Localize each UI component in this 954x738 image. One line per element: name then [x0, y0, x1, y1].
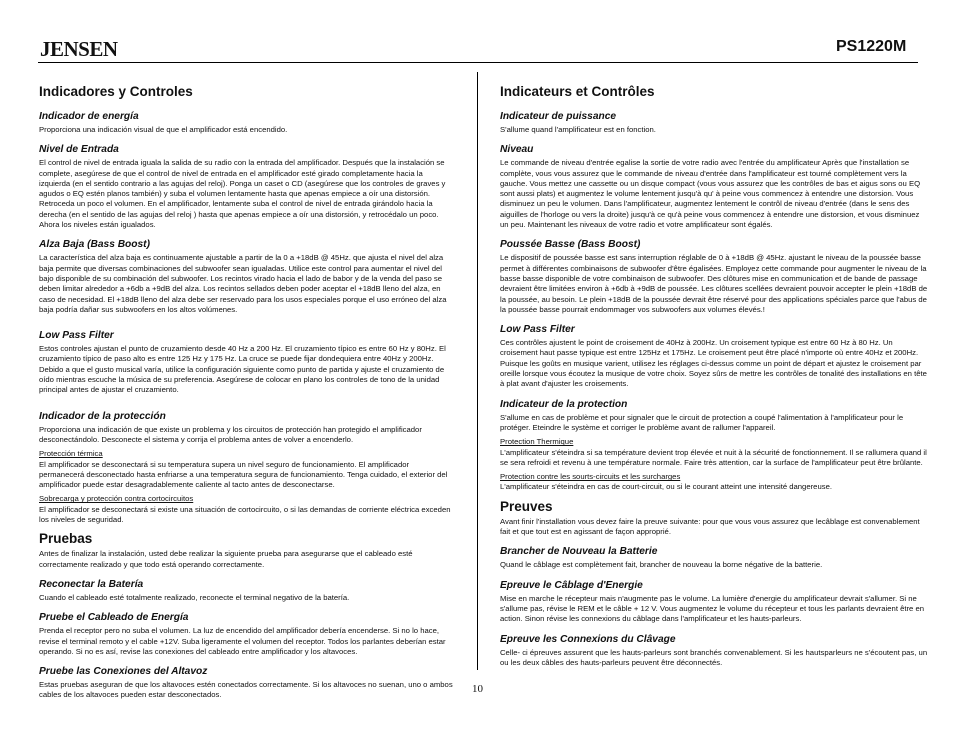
column-divider [477, 72, 478, 670]
paragraph: S'allume quand l'amplificateur est en fonction. [500, 125, 656, 134]
paragraph: Ces contrôles ajustent le point de croisement de 40Hz à 200Hz. Un croisement typique est entre 60 Hz à 80 Hz. Un croisement haut passe typique est entre 125Hz et 175Hz. Le croisement peut être placé n'importe où entre 40Hz et 200Hz. Puisque les goûts en musique varient, utilisez les réglages ci-dessus comme un point de départ et ajustez le croisement par oreille lorsque vous écoutez la musique de votre choix. Soyez sûrs de mettre les contrôles de tonalité des installations en tête à plat avant d'ajuster les croisements. [500, 338, 927, 389]
paragraph: Estas pruebas aseguran de que los altavoces estén conectados correctamente. Si los altavoces no suenan, uno o ambos cables de los altavoces pueden estar desconectados. [39, 680, 453, 700]
french-column [500, 84, 928, 677]
paragraph: S'allume en cas de problème et pour signaler que le circuit de protection a coupé l'alimentation à l'amplificateur pour le protéger. Eteindre le système et corriger le problème avant de rallumer l'appareil. [500, 412, 904, 432]
subsection-heading: Indicador de energía [39, 111, 139, 122]
paragraph: Proporciona una indicación visual de que el amplificador está encendido. [39, 125, 288, 134]
underlined-subheading: Protection contre les sourts-circuits et les surcharges [500, 472, 681, 482]
header-rule [38, 62, 918, 63]
paragraph: El control de nivel de entrada iguala la salida de su radio con la entrada del amplificador. Después que la instalación se complete, asegúrese de que el control de nivel de entrada en el amplificador esté girado completamente hacia la izquierda (en el sentido contrario a las agujas del reloj). Ponga un caset o CD (asegúrese que los controles de graves y agudos o EQ estén planos también) y suba el volumen lentamente hasta que apenas empiece a oír una distorsión. Retroceda un poco el volumen. En el amplificador, lentamente suba el control de nivel de entrada girándolo hacia la derecha (en el sentido de las agujas del reloj ) hasta que apenas empiece a oír una distorsión, y retrocédalo un poco. Ahora los niveles están igualados. [39, 158, 446, 230]
section-title: Indicadores y Controles [39, 84, 193, 99]
underlined-subheading: Sobrecarga y protección contra cortocircuitos [39, 494, 194, 504]
subsection-heading: Brancher de Nouveau la Batterie [500, 546, 658, 558]
subsection-heading: Low Pass Filter [39, 330, 114, 342]
paragraph: Avant finir l'installation vous devez faire la preuve suivante: pour que vous vous assurez que lecâblage est convenablement fait et que tout est en agissant de façon approprié. [500, 516, 920, 537]
subsection-heading: Epreuve le Câblage d'Energie [500, 579, 643, 591]
paragraph: L'amplificateur s'éteindra en cas de court-circuit, ou si le courant atteint une intensité dangereuse. [500, 482, 832, 492]
subsection-heading: Indicateur de puissance [500, 111, 617, 122]
paragraph: La característica del alza baja es continuamente ajustable a partir de la 0 a +18dB @ 45Hz. que ajusta el nivel del alza baja permite que diversas combinaciones del subwoofer sean igualadas. Utilice este control para aumentar el nivel del bajo disponible de su combinación del subwoofer. Los recintos virado hacia el lado de babor y de la venda del paso se deben limitar alrededor a +6db a +9dB del alza. Los recintos sellados deben poder aceptar el +18dB lleno del alza, en caso de necesidad. El +18dB lleno del alza debe ser reservado para los usos especiales porque el uso erróneo del alza baja podría dañar sus subwoofers en los altos volúmenes. [39, 253, 447, 314]
subsection-heading: Epreuve les Connexions du Clâvage [500, 633, 676, 645]
subsection-heading: Low Pass Filter [500, 324, 575, 336]
paragraph: Mise en marche le récepteur mais n'augmente pas le volume. La lumière d'energie du amplificateur devrait s'allumer. Si ne s'allume pas, révise le REM et le câble + 12 V. Vous augmentez le volume du récepteur et tous les parlants devraient être en action. Sinon révise les connexions du câblage dans l'amplificateur et les hauts-parleurs. [500, 593, 925, 624]
paragraph: El amplificador se desconectará si su temperatura supera un nivel seguro de funcionamiento. El amplificador permanecerá desconectado hasta enfriarse a una temperatura segura de funcionamiento. Tenga cuidado, el exterior del amplificador puede estar desagradablemente caliente al tacto antes de desconectarse. [39, 459, 448, 490]
section-title: Indicateurs et Contrôles [500, 84, 655, 99]
paragraph: Prenda el receptor pero no suba el volumen. La luz de encendido del amplificador debería encenderse. Si no lo hace, revise el terminal remoto y el cable +12V. Suba ligeramente el volumen del receptor. Todos los parlantes deberían estar operando. Si no es así, revise las conexiones del cableado entre amplificador y los altavoces. [39, 626, 446, 656]
paragraph: Cuando el cableado esté totalmente realizado, reconecte el terminal negativo de la batería. [39, 592, 350, 602]
underlined-subheading: Protección térmica [39, 449, 103, 459]
subsection-heading: Pruebe las Conexiones del Altavoz [39, 666, 208, 678]
model-number: PS1220M [836, 38, 907, 55]
paragraph: Antes de finalizar la instalación, usted debe realizar la siguiente prueba para asegurarse que el cableado esté correctamente realizado y que todo está operando correctamente. [39, 549, 413, 569]
subsection-heading: Niveau [500, 144, 534, 156]
paragraph: Celle- ci épreuves assurent que les hauts-parleurs sont branchés convenablement. Si les hautsparleurs ne s'écoutent pas, un ou les deux câbles des hauts-parleurs peuvent être déconnectés. [500, 647, 928, 667]
subsection-heading: Alza Baja (Bass Boost) [39, 239, 150, 251]
jensen-logo: JENSEN [40, 37, 118, 61]
paragraph: El amplificador se desconectará si existe una situación de cortocircuito, o si las demandas de corriente eléctrica exceden los niveles de seguridad. [39, 504, 451, 525]
section-title: Pruebas [39, 531, 93, 547]
subsection-heading: Indicateur de la protection [500, 398, 628, 410]
paragraph: Le commande de niveau d'entrée egalise la sortie de votre radio avec l'entrée du amplificateur Après que l'installation se complète, vous vous assurez que le commande de niveau d'entrée dans l'amplificateur est tourné complètement vers la gauche. Vous mettez une cassette ou un disque compact (vous vous assurez que les contrôles de bas et aigus sons ou EQ sont aussi plats) et augmentez le volume lentement jusqu'à qu' à peine vous commencez à entendre une distorsion. Vous disminuez un peu le volumen. Dans l'amplificateur, augmentez lentement le contrôl de niveau d'entrée (dans le sens des aiguilles de l'horloge ou vers la droite) jusqu'à ce qu'à peine vous commencez à entendre une distorsion, et vous disminuez un peu. Maintenant les niveaux de votre radio et votre amplificateur sont égalés. [500, 158, 921, 230]
paragraph: Estos controles ajustan el punto de cruzamiento desde 40 Hz a 200 Hz. El cruzamiento típico es entre 60 Hz y 80Hz. El cruzamiento típico de paso alto es entre 125 Hz y 175 Hz. La cruce se puede fijar dondequiera entre 40Hz y 200Hz. Debido a que el gusto musical varía, utilice la configuración siguiente como punto de partida y ajuste el cruzamiento de oído mientras escuche la música de su preferencia. Asegúrese de colocar en plano los controles de tono de la unidad principal antes de ajustar el cruzamiento. [39, 344, 446, 395]
paragraph: Quand le câblage est complètement fait, brancher de nouveau la borne négative de la batterie. [500, 560, 823, 570]
section-title: Preuves [500, 498, 553, 514]
subsection-heading: Indicador de la protección [39, 410, 166, 422]
page-number: 10 [472, 683, 483, 695]
underlined-subheading: Protection Thermique [500, 437, 574, 447]
subsection-heading: Poussée Basse (Bass Boost) [500, 239, 641, 251]
subsection-heading: Nivel de Entrada [39, 144, 119, 156]
paragraph: Proporciona una indicación de que existe un problema y los circuitos de protección han protegido el amplificador desconectándolo. Desconecte el sistema y corrija el problema antes de volver a encenderlo. [39, 424, 422, 444]
spanish-column [39, 84, 453, 710]
subsection-heading: Pruebe el Cableado de Energía [39, 612, 189, 624]
subsection-heading: Reconectar la Batería [39, 578, 144, 590]
paragraph: Le dispositif de poussée basse est sans interruption réglable de 0 à +18dB @ 45Hz. ajustant le niveau de la poussée basse permet à différentes combinaisons de subwoofer d'être égalisées. Employez cette commande pour augmenter le niveau de la basse basse disponible de votre combinaison de subwoofer. Des clôtures mise en communication et de bande de passage devraient être limitées environ à +6db à +9dB de poussée. Les clôtures scellées devraient pouvoir accepter le plein +18dB de la poussée, au besoin. Le plein +18dB de la poussée devrait être réservé pour des applications spéciales parce que l'abus de la poussée basse pourrait endommager vos subwoofers aux volumes élevés.! [500, 253, 928, 314]
paragraph: L'amplificateur s'éteindra si sa température devient trop élevée et nuit à la sécurité de fonctionnement. Il se rallumera quand il se sera refroidi et revenu à une température normale. Faire très attention, car la surface de l'amplificateur peut être brûlante. [500, 447, 927, 467]
